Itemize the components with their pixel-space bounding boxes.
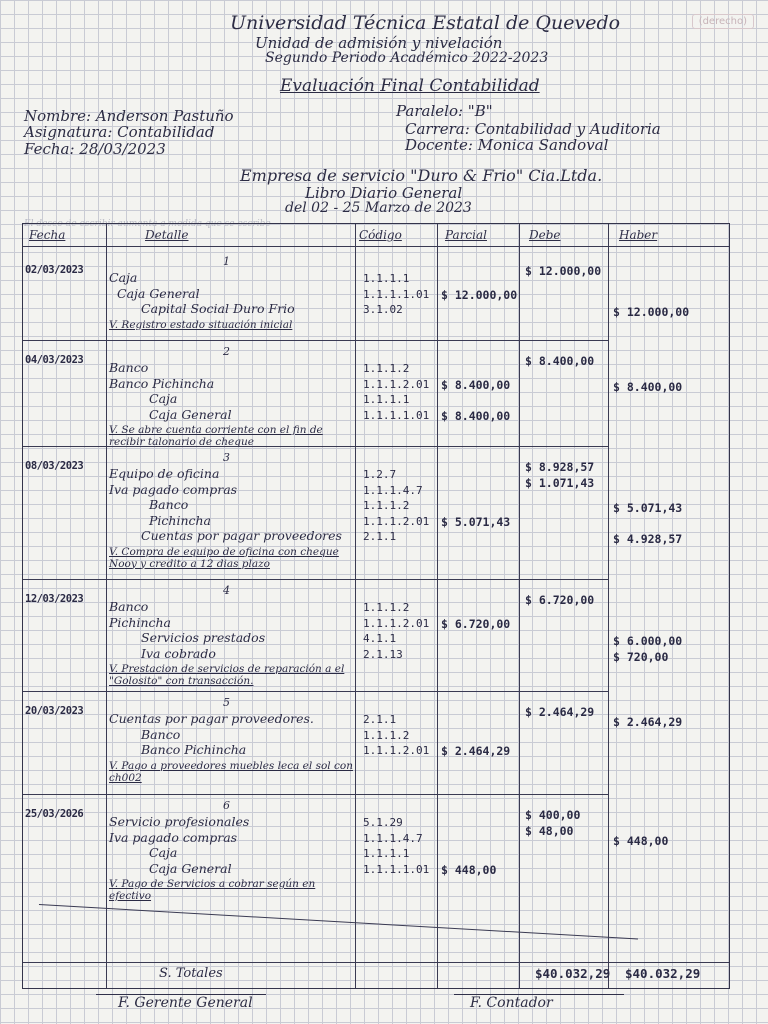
account-code: 1.1.1.1 xyxy=(363,272,410,285)
entry-date: 08/03/2023 xyxy=(25,460,84,472)
entry-note: V. Se abre cuenta corriente con el fin de recibir talonario de cheque xyxy=(109,424,323,448)
date-line: Fecha: 28/03/2023 xyxy=(24,140,166,158)
accountant-signature-label: F. Contador xyxy=(470,995,553,1011)
haber-amount: $ 5.071,43 xyxy=(613,501,683,515)
account-code: 1.1.1.2.01 xyxy=(363,514,430,528)
account-name: Cuentas por pagar proveedores xyxy=(141,528,342,543)
entry-date: 04/03/2023 xyxy=(25,354,84,366)
corner-stamp: (derecho) xyxy=(692,14,754,29)
account-code: 1.1.1.1 xyxy=(363,847,410,860)
account-code: 2.1.1 xyxy=(363,530,397,543)
account-code: 3.1.02 xyxy=(363,303,403,316)
account-code: 1.1.1.1 xyxy=(363,393,410,406)
entry-number: 4 xyxy=(223,584,230,597)
account-name: Iva cobrado xyxy=(141,645,216,661)
entry-note: V. Pago de Servicios a cobrar según en efectivo xyxy=(109,878,316,902)
account-name: Cuentas por pagar proveedores. xyxy=(109,711,314,726)
account-name: Banco xyxy=(109,360,149,375)
haber-amount: $ 2.464,29 xyxy=(613,715,683,729)
parcial-amount: $ 12.000,00 xyxy=(441,287,518,302)
account-code: 1.1.1.2.01 xyxy=(363,744,430,757)
haber-amount: $ 4.928,57 xyxy=(613,532,683,546)
account-name: Capital Social Duro Frio xyxy=(141,301,295,316)
debe-amount: $ 8.928,57 xyxy=(525,460,595,474)
account-name: Caja General xyxy=(149,406,232,422)
account-name: Servicio profesionales xyxy=(109,814,250,829)
column-codigo: Código xyxy=(359,228,402,242)
account-name: Caja xyxy=(109,270,138,285)
parallel-line: Paralelo: "B" xyxy=(396,102,493,120)
column-debe: Debe xyxy=(529,228,561,242)
account-code: 1.1.1.2 xyxy=(363,499,410,512)
account-name: Caja xyxy=(149,391,178,406)
manager-signature-label: F. Gerente General xyxy=(118,995,253,1011)
account-name: Servicios prestados xyxy=(141,630,266,645)
unit-line: Unidad de admisión y nivelación xyxy=(255,34,503,52)
entry-number: 1 xyxy=(223,255,230,268)
haber-amount: $ 720,00 xyxy=(613,649,669,664)
account-name: Pichincha xyxy=(149,512,212,528)
book-line: Libro Diario General xyxy=(305,184,463,202)
debe-amount: $ 48,00 xyxy=(525,823,574,838)
column-haber: Haber xyxy=(619,228,658,242)
account-name: Caja General xyxy=(149,860,232,876)
parcial-amount: $ 5.071,43 xyxy=(441,514,511,529)
debe-amount: $ 2.464,29 xyxy=(525,705,595,719)
account-name: Iva pagado compras xyxy=(109,829,238,845)
account-code: 1.1.1.2.01 xyxy=(363,377,430,391)
debe-amount: $ 8.400,00 xyxy=(525,354,595,368)
parcial-amount: $ 8.400,00 xyxy=(441,408,511,423)
account-code: 1.1.1.2 xyxy=(363,728,410,742)
entry-date: 12/03/2023 xyxy=(25,593,84,605)
account-code: 1.1.1.4.7 xyxy=(363,831,423,845)
date-range-line: del 02 - 25 Marzo de 2023 xyxy=(285,200,472,216)
haber-amount: $ 12.000,00 xyxy=(613,305,690,319)
account-code: 1.1.1.2 xyxy=(363,601,410,614)
account-code: 2.1.1 xyxy=(363,713,397,726)
column-fecha: Fecha xyxy=(29,228,66,242)
parcial-amount: $ 6.720,00 xyxy=(441,616,511,631)
account-code: 1.1.1.2 xyxy=(363,362,410,375)
totals-label: S. Totales xyxy=(159,966,223,981)
university-title: Universidad Técnica Estatal de Quevedo xyxy=(230,12,621,34)
parcial-amount: $ 8.400,00 xyxy=(441,377,511,392)
paper-motto: El deseo de escribir aumenta a medida que se escribe xyxy=(24,219,271,229)
cancel-diagonal xyxy=(39,904,638,940)
entry-number: 6 xyxy=(223,799,230,812)
teacher-line: Docente: Monica Sandoval xyxy=(405,136,609,154)
account-name: Banco xyxy=(109,599,149,614)
account-code: 1.1.1.1.01 xyxy=(363,408,430,422)
entry-note: V. Pago a proveedores muebles leca el sol con ch002 xyxy=(109,759,353,784)
entry-number: 2 xyxy=(223,345,230,358)
account-name: Caja General xyxy=(117,285,200,301)
journal-table xyxy=(22,223,730,989)
account-name: Banco Pichincha xyxy=(109,375,215,391)
entry-note: V. Compra de equipo de oficina con cheque Nooy y credito a 12 dias plazo xyxy=(109,545,339,570)
entry-number: 3 xyxy=(223,451,230,464)
career-line: Carrera: Contabilidad y Auditoria xyxy=(405,120,661,138)
account-name: Banco xyxy=(149,497,189,512)
account-name: Banco Pichincha xyxy=(141,742,247,757)
entry-note: V. Registro estado situación inicial xyxy=(109,318,293,331)
company-line: Empresa de servicio "Duro & Frio" Cia.Ltda. xyxy=(240,166,603,185)
period-line: Segundo Periodo Académico 2022-2023 xyxy=(265,50,549,66)
account-name: Caja xyxy=(149,845,178,860)
account-code: 1.1.1.1.01 xyxy=(363,862,430,876)
haber-amount: $ 448,00 xyxy=(613,833,669,848)
entry-date: 25/03/2026 xyxy=(25,808,84,820)
parcial-amount: $ 448,00 xyxy=(441,862,497,877)
entry-number: 5 xyxy=(223,696,230,709)
student-name: Nombre: Anderson Pastuño xyxy=(24,107,234,125)
column-parcial: Parcial xyxy=(445,228,487,242)
debe-amount: $ 6.720,00 xyxy=(525,593,595,607)
totals-debe: $40.032,29 xyxy=(535,966,611,981)
entry-date: 20/03/2023 xyxy=(25,705,84,717)
account-code: 4.1.1 xyxy=(363,632,397,645)
debe-amount: $ 400,00 xyxy=(525,808,581,822)
debe-amount: $ 1.071,43 xyxy=(525,475,595,490)
haber-amount: $ 6.000,00 xyxy=(613,634,683,648)
account-name: Banco xyxy=(141,726,181,742)
entry-date: 02/03/2023 xyxy=(25,264,84,276)
account-code: 2.1.13 xyxy=(363,647,403,661)
account-code: 1.2.7 xyxy=(363,468,397,481)
account-code: 1.1.1.2.01 xyxy=(363,616,430,630)
account-name: Iva pagado compras xyxy=(109,481,238,497)
account-name: Equipo de oficina xyxy=(109,466,220,481)
account-code: 5.1.29 xyxy=(363,816,403,829)
account-code: 1.1.1.4.7 xyxy=(363,483,423,497)
account-name: Pichincha xyxy=(109,614,172,630)
account-code: 1.1.1.1.01 xyxy=(363,287,430,301)
subject-line: Asignatura: Contabilidad xyxy=(24,123,215,141)
evaluation-title: Evaluación Final Contabilidad xyxy=(280,76,540,96)
parcial-amount: $ 2.464,29 xyxy=(441,744,511,758)
entry-note: V. Prestacion de servicios de reparación a el "Golosito" con transacción. xyxy=(109,663,345,687)
totals-haber: $40.032,29 xyxy=(625,966,701,981)
column-detalle: Detalle xyxy=(145,228,189,242)
haber-amount: $ 8.400,00 xyxy=(613,379,683,394)
debe-amount: $ 12.000,00 xyxy=(525,264,602,278)
